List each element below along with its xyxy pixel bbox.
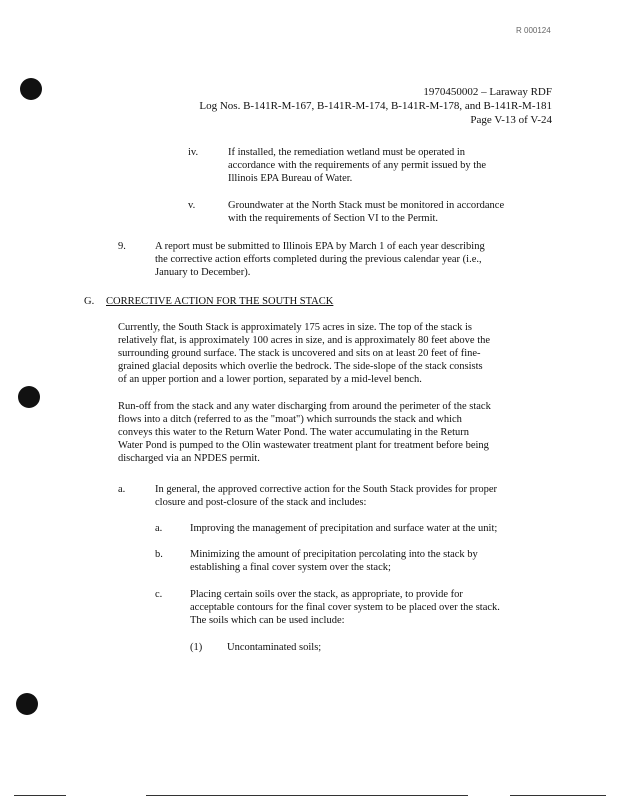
text-line: accordance with the requirements of any permit issued by the xyxy=(228,160,487,171)
subitem-b-marker: b. xyxy=(155,549,163,560)
text-line: Placing certain soils over the stack, as appropriate, to provide for xyxy=(190,589,463,600)
text-line: The soils which can be used include: xyxy=(190,615,345,626)
bottom-rule-left xyxy=(14,795,66,796)
bottom-rule-right xyxy=(510,795,606,796)
hole-punch-middle xyxy=(18,386,40,408)
text-line: Water Pond is pumped to the Olin wastewater treatment plant for treatment before being xyxy=(118,440,489,451)
paragraph-south-stack-description xyxy=(118,321,490,386)
item-a-text xyxy=(155,483,497,509)
text-line: Currently, the South Stack is approximately 175 acres in size. The top of the stack is xyxy=(118,322,473,333)
item-9-marker: 9. xyxy=(118,241,126,252)
text-line: the corrective action efforts completed during the previous calendar year (i.e., xyxy=(155,254,482,265)
text-line: surrounding ground surface. The stack is uncovered and sits on at least 20 feet of fine- xyxy=(118,348,481,359)
text-line: flows into a ditch (referred to as the "moat") which surrounds the stack and which xyxy=(118,414,462,425)
page-header xyxy=(199,85,552,127)
subitem-c-text xyxy=(190,588,500,627)
item-iv-marker: iv. xyxy=(188,147,199,158)
bottom-rule-center xyxy=(146,795,468,796)
section-g-title: CORRECTIVE ACTION FOR THE SOUTH STACK xyxy=(106,296,334,307)
subitem-c1-marker: (1) xyxy=(190,642,203,653)
subitem-a-marker: a. xyxy=(155,523,163,534)
text-line: closure and post-closure of the stack and includes: xyxy=(155,497,367,508)
paragraph-runoff xyxy=(118,400,491,465)
text-line: Groundwater at the North Stack must be monitored in accordance xyxy=(228,200,505,211)
text-line: A report must be submitted to Illinois EPA by March 1 of each year describing xyxy=(155,241,485,252)
subitem-a-text xyxy=(190,522,497,535)
subitem-c-marker: c. xyxy=(155,589,163,600)
hole-punch-top xyxy=(20,78,42,100)
text-line: Improving the management of precipitation and surface water at the unit; xyxy=(190,523,498,534)
text-line: discharged via an NPDES permit. xyxy=(118,453,260,464)
text-line: establishing a final cover system over the stack; xyxy=(190,562,391,573)
header-facility-id: 1970450002 – Laraway RDF xyxy=(423,86,552,98)
item-iv-text xyxy=(228,146,486,185)
subitem-c1-text xyxy=(227,641,321,654)
text-line: acceptable contours for the final cover system to be placed over the stack. xyxy=(190,602,500,613)
text-line: If installed, the remediation wetland must be operated in xyxy=(228,147,466,158)
item-9-text xyxy=(155,240,485,279)
section-g-marker: G. xyxy=(84,296,95,307)
item-v-marker: v. xyxy=(188,200,196,211)
text-line: In general, the approved corrective action for the South Stack provides for proper xyxy=(155,484,497,495)
text-line: conveys this water to the Return Water Pond. The water accumulating in the Return xyxy=(118,427,470,438)
header-page-number: Page V-13 of V-24 xyxy=(470,114,552,126)
header-log-numbers: Log Nos. B-141R-M-167, B-141R-M-174, B-141R-M-178, and B-141R-M-181 xyxy=(199,100,552,112)
text-line: with the requirements of Section VI to the Permit. xyxy=(228,213,439,224)
item-a-marker: a. xyxy=(118,484,126,495)
text-line: of an upper portion and a lower portion, separated by a mid-level bench. xyxy=(118,374,422,385)
document-stamp: R 000124 xyxy=(516,26,551,35)
text-line: Illinois EPA Bureau of Water. xyxy=(228,173,353,184)
text-line: grained glacial deposits which overlie the bedrock. The side-slope of the stack consists xyxy=(118,361,483,372)
text-line: Uncontaminated soils; xyxy=(227,642,322,653)
subitem-b-text xyxy=(190,548,478,574)
text-line: relatively flat, is approximately 100 acres in size, and is approximately 80 feet above the xyxy=(118,335,491,346)
text-line: January to December). xyxy=(155,267,251,278)
item-v-text xyxy=(228,199,504,225)
text-line: Run-off from the stack and any water discharging from around the perimeter of the stack xyxy=(118,401,491,412)
text-line: Minimizing the amount of precipitation percolating into the stack by xyxy=(190,549,478,560)
hole-punch-bottom xyxy=(16,693,38,715)
